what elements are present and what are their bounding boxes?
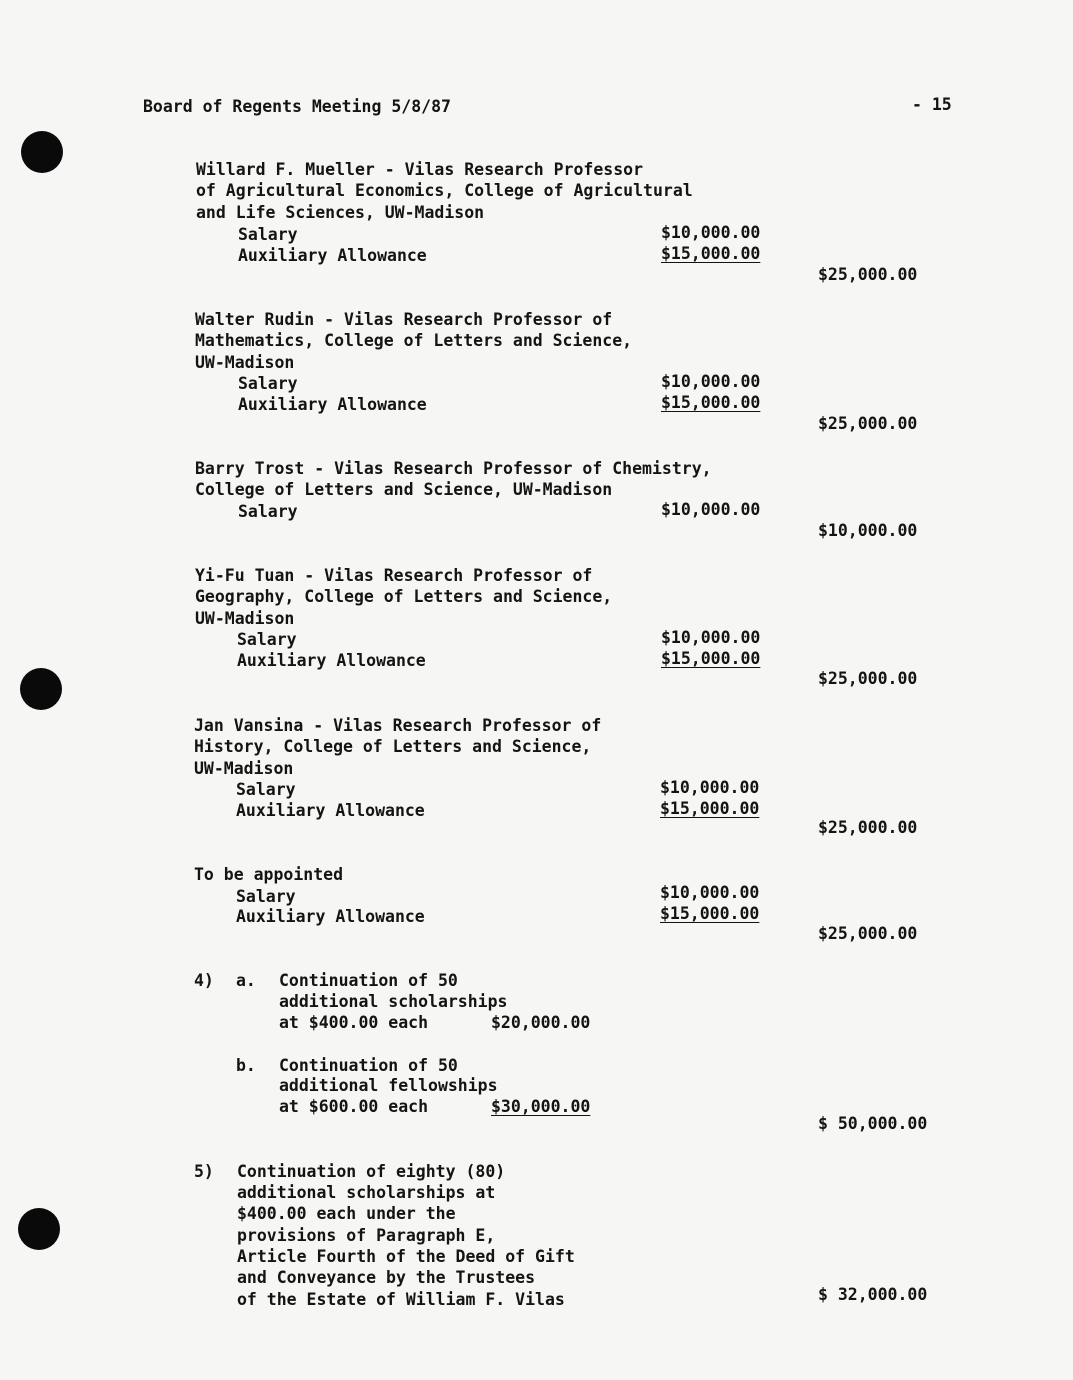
salary-label: Salary — [236, 887, 296, 906]
item-line: additional scholarships at — [237, 1183, 496, 1202]
allowance-amount: $15,000.00 — [660, 904, 760, 923]
allowance-amount: $15,000.00 — [661, 393, 761, 412]
item-line: Continuation of eighty (80) — [237, 1162, 506, 1181]
entry-description-line: Willard F. Mueller - Vilas Research Professor — [196, 160, 644, 179]
item-number: 5) — [194, 1162, 214, 1181]
salary-amount: $10,000.00 — [660, 778, 760, 797]
entry-description-line: College of Letters and Science, UW-Madison — [195, 480, 613, 499]
entry-total: $25,000.00 — [818, 265, 918, 284]
punch-hole-top — [21, 131, 63, 173]
allowance-label: Auxiliary Allowance — [238, 246, 427, 265]
item-line: provisions of Paragraph E, — [237, 1226, 496, 1245]
entry-total: $25,000.00 — [818, 924, 918, 943]
entry-total: $25,000.00 — [818, 818, 918, 837]
allowance-amount: $15,000.00 — [661, 244, 761, 263]
salary-label: Salary — [238, 502, 298, 521]
punch-hole-middle — [20, 668, 62, 710]
subitem-amount: $20,000.00 — [491, 1013, 591, 1032]
item-total: $ 50,000.00 — [818, 1114, 928, 1133]
item-total: $ 32,000.00 — [818, 1285, 928, 1304]
allowance-label: Auxiliary Allowance — [237, 651, 426, 670]
entry-description-line: UW-Madison — [194, 759, 294, 778]
salary-amount: $10,000.00 — [661, 628, 761, 647]
subitem-letter: a. — [236, 971, 256, 990]
entry-description-line: To be appointed — [194, 865, 344, 884]
entry-description-line: UW-Madison — [195, 353, 295, 372]
subitem-amount: $30,000.00 — [491, 1097, 591, 1116]
entry-description-line: Jan Vansina - Vilas Research Professor of — [194, 716, 602, 735]
item-line: Article Fourth of the Deed of Gift — [237, 1247, 575, 1266]
subitem-rate: at $600.00 each — [279, 1097, 429, 1116]
entry-total: $25,000.00 — [818, 669, 918, 688]
entry-total: $25,000.00 — [818, 414, 918, 433]
item-number: 4) — [194, 971, 214, 990]
salary-label: Salary — [236, 780, 296, 799]
allowance-label: Auxiliary Allowance — [238, 395, 427, 414]
salary-amount: $10,000.00 — [660, 883, 760, 902]
salary-label: Salary — [237, 630, 297, 649]
salary-amount: $10,000.00 — [661, 223, 761, 242]
item-line: of the Estate of William F. Vilas — [237, 1290, 565, 1309]
salary-label: Salary — [238, 374, 298, 393]
item-line: and Conveyance by the Trustees — [237, 1268, 536, 1287]
page-number: - 15 — [912, 95, 952, 114]
entry-description-line: Walter Rudin - Vilas Research Professor of — [195, 310, 613, 329]
subitem-line: additional scholarships — [279, 992, 508, 1011]
entry-description-line: and Life Sciences, UW-Madison — [196, 203, 485, 222]
salary-amount: $10,000.00 — [661, 372, 761, 391]
subitem-line: Continuation of 50 — [279, 1056, 458, 1075]
subitem-letter: b. — [236, 1056, 256, 1075]
salary-amount: $10,000.00 — [661, 500, 761, 519]
allowance-label: Auxiliary Allowance — [236, 907, 425, 926]
entry-description-line: of Agricultural Economics, College of Agricultural — [196, 181, 693, 200]
item-line: $400.00 each under the — [237, 1204, 456, 1223]
entry-description-line: Barry Trost - Vilas Research Professor of Chemistry, — [195, 459, 712, 478]
punch-hole-bottom — [18, 1208, 60, 1250]
page-title: Board of Regents Meeting 5/8/87 — [143, 97, 451, 116]
entry-description-line: Mathematics, College of Letters and Science, — [195, 331, 633, 350]
allowance-label: Auxiliary Allowance — [236, 801, 425, 820]
entry-total: $10,000.00 — [818, 521, 918, 540]
subitem-line: additional fellowships — [279, 1076, 498, 1095]
entry-description-line: Geography, College of Letters and Science, — [195, 587, 613, 606]
allowance-amount: $15,000.00 — [660, 799, 760, 818]
subitem-rate: at $400.00 each — [279, 1013, 429, 1032]
entry-description-line: UW-Madison — [195, 609, 295, 628]
entry-description-line: Yi-Fu Tuan - Vilas Research Professor of — [195, 566, 593, 585]
salary-label: Salary — [238, 225, 298, 244]
subitem-line: Continuation of 50 — [279, 971, 458, 990]
entry-description-line: History, College of Letters and Science, — [194, 737, 592, 756]
allowance-amount: $15,000.00 — [661, 649, 761, 668]
